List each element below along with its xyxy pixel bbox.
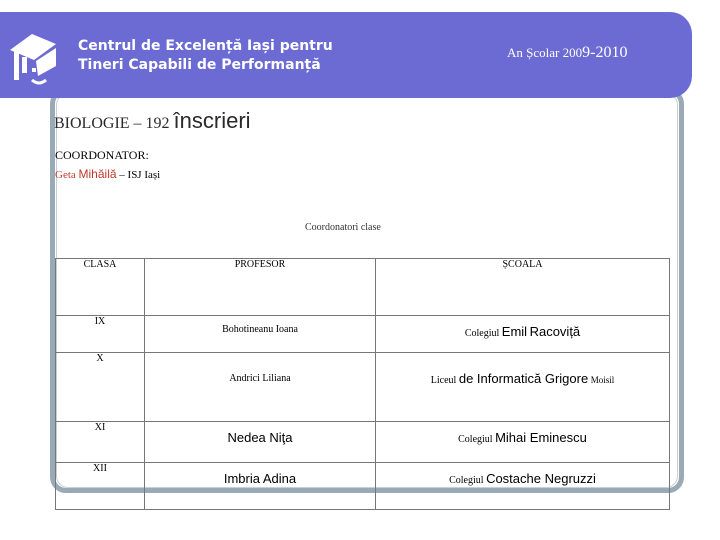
- coordinator-affiliation: – ISJ Iași: [119, 169, 161, 181]
- row-profesor: Andrici Liliana: [145, 353, 376, 422]
- table-row: [56, 463, 670, 510]
- row-scoala: [376, 463, 670, 510]
- school-part-a: Liceul: [430, 375, 457, 386]
- school-part-b: Mihai Eminescu: [495, 430, 587, 445]
- school-part-a: Colegiul: [458, 434, 493, 445]
- row-scoala: [376, 422, 670, 463]
- school-part-c: Racoviță: [529, 324, 581, 339]
- header-clasa: CLASA: [56, 259, 145, 316]
- row-scoala: [376, 353, 670, 422]
- school-part-b: de Informatică Grigore: [458, 371, 589, 386]
- title-suffix: înscrieri: [173, 108, 251, 133]
- school-part-b: Costache Negruzzi: [486, 471, 596, 486]
- coordinator-label: COORDONATOR:: [55, 148, 149, 162]
- row-clasa: IX: [56, 316, 145, 353]
- header-profesor: PROFESOR: [145, 259, 376, 316]
- org-name-line1: Centrul de Excelență Iași pentru: [78, 38, 333, 54]
- classes-title: Coordonatori clase: [305, 222, 381, 233]
- school-part-a: Colegiul: [464, 328, 500, 339]
- year-mid: 9-20: [582, 44, 612, 61]
- header-scoala: ȘCOALA: [376, 259, 670, 316]
- table-row: [56, 316, 670, 353]
- school-part-c: Moisil: [590, 375, 615, 385]
- row-profesor: [145, 422, 376, 463]
- org-name-line2: Tineri Capabili de Performanță: [78, 57, 321, 73]
- row-profesor: Bohotineanu Ioana: [145, 316, 376, 353]
- row-clasa: XII: [56, 463, 145, 510]
- row-clasa: X: [56, 353, 145, 422]
- row-clasa: XI: [56, 422, 145, 463]
- school-part-b: Emil: [501, 324, 528, 339]
- year-prefix: An Școlar 200: [507, 45, 583, 60]
- row-scoala: [376, 316, 670, 353]
- coordinator-first-name: Geta: [55, 169, 76, 181]
- profesor-name: Imbria Adina: [223, 471, 297, 486]
- title-subject: BIOLOGIE – 192: [54, 115, 170, 132]
- table-header-row: [56, 259, 670, 316]
- page-title: [54, 108, 251, 134]
- row-profesor: [145, 463, 376, 510]
- graduation-cap-logo-icon: [8, 28, 68, 90]
- school-year: [507, 44, 627, 62]
- org-name: [78, 37, 333, 75]
- year-end: 10: [611, 44, 628, 61]
- profesor-name: Nedea Niţa: [227, 430, 293, 445]
- table-row: [56, 422, 670, 463]
- table-row: [56, 353, 670, 422]
- coordinators-table: [55, 258, 670, 510]
- school-part-a: Colegiul: [449, 475, 484, 486]
- header-banner: [0, 12, 692, 98]
- coordinator-name: [55, 167, 160, 181]
- coordinator-last-name: Mihăilă: [78, 167, 117, 181]
